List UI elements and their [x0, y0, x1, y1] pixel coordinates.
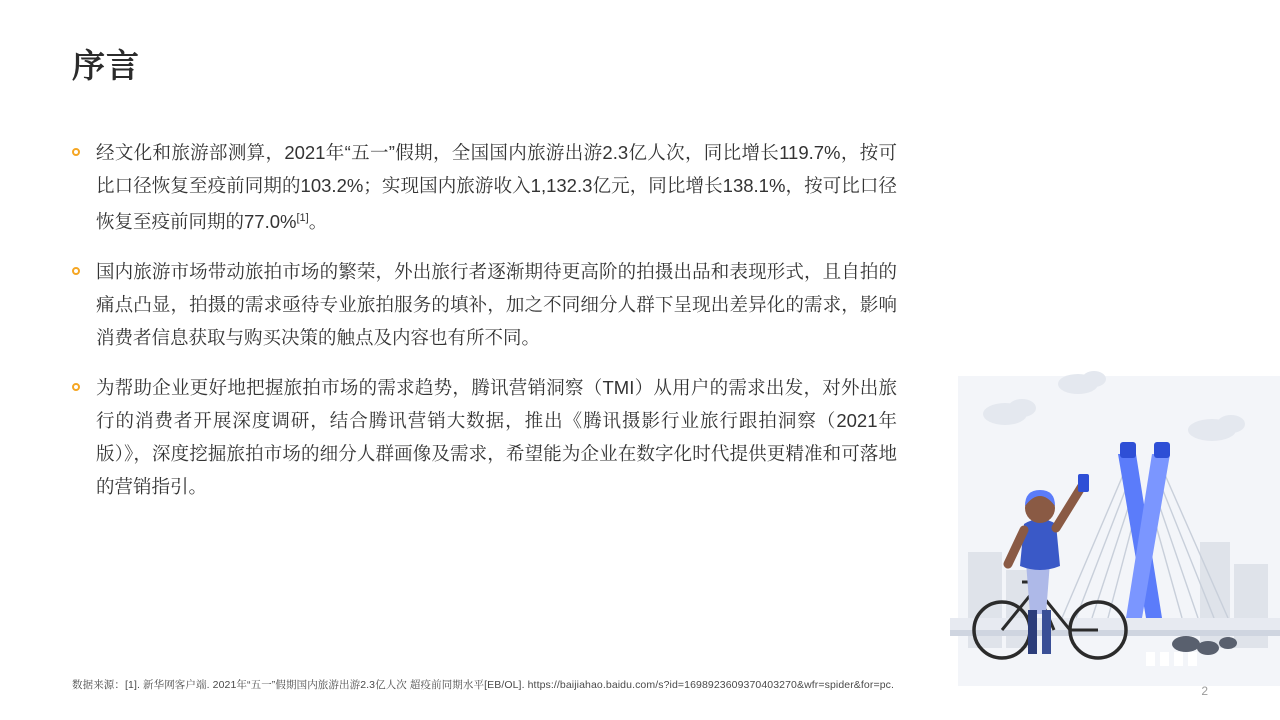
smartphone-icon	[1078, 474, 1089, 492]
footnote-source: 数据来源：[1]. 新华网客户端. 2021年“五一”假期国内旅游出游2.3亿人次 超疫前同期水平[EB/OL]. https://baijiahao.baidu.com/s?id=1698923609370403270&wfr=spider&for=pc.	[72, 679, 895, 691]
illustration	[950, 356, 1280, 686]
bullet-icon	[72, 267, 80, 275]
bridge-roadway	[950, 618, 1280, 630]
illustration-graphic	[950, 356, 1280, 686]
paragraph-1-text: 经文化和旅游部测算，2021年“五一”假期，全国国内旅游出游2.3亿人次，同比增长119.7%，按可比口径恢复至疫前同期的103.2%；实现国内旅游收入1,132.3亿元，同比增长138.1%，按可比口径恢复至疫前同期的77.0%	[96, 142, 897, 233]
paragraph-3	[72, 371, 897, 503]
bullet-icon	[72, 383, 80, 391]
body-content	[72, 136, 897, 520]
bridge-pylon	[1118, 442, 1170, 618]
bullet-icon	[72, 148, 80, 156]
page-number: 2	[1201, 684, 1208, 698]
cloud-icon	[983, 371, 1245, 441]
paragraph-2	[72, 255, 897, 354]
paragraph-3-text: 为帮助企业更好地把握旅拍市场的需求趋势，腾讯营销洞察（TMI）从用户的需求出发，对外出旅行的消费者开展深度调研，结合腾讯营销大数据，推出《腾讯摄影行业旅行跟拍洞察（2021年版）》，深度挖掘旅拍市场的细分人群画像及需求，希望能为企业在数字化时代提供更精准和可落地的营销指引。	[96, 377, 897, 498]
crosswalk-shape	[1146, 652, 1197, 666]
paragraph-1	[72, 136, 897, 238]
paragraph-1-tail: 。	[308, 211, 328, 233]
footnote-marker: [1]	[296, 212, 309, 224]
page-title: 序言	[72, 47, 140, 84]
paragraph-2-text: 国内旅游市场带动旅拍市场的繁荣，外出旅行者逐渐期待更高阶的拍摄出品和表现形式，且自拍的痛点凸显，拍摄的需求亟待专业旅拍服务的填补，加之不同细分人群下呈现出差异化的需求，影响消费者信息获取与购买决策的触点及内容也有所不同。	[96, 261, 897, 349]
